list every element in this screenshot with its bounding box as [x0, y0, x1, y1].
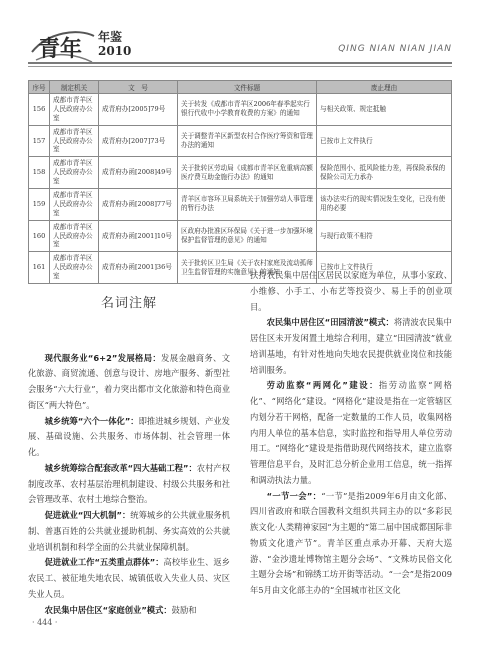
repealed-documents-table	[28, 80, 452, 284]
glossary-paragraph	[250, 489, 452, 599]
glossary-term: 劳动监察“两网化”建设：	[266, 380, 379, 391]
glossary-left-column	[28, 270, 230, 618]
section-title: 名词注解	[100, 296, 157, 311]
table-cell-title: 关于批转区卫生局《关于农村家庭及流动孤师卫生监督管理的实施意见》的通知	[178, 252, 317, 284]
glossary-paragraph	[28, 555, 230, 602]
table-cell-title: 青羊区市容环卫局系统关于加强劳动人事管理的暂行办法	[178, 189, 317, 221]
glossary-definition: 农村产权制度改革、农村基层治理机制建设、村级公共服务和社会管理改革、农村土地综合整治。	[28, 462, 230, 505]
glossary-term: 农民集中居住区“田园清波”模式：	[266, 317, 394, 328]
table-cell-reason: 与相关政策、规定抵触	[317, 94, 452, 126]
header-rule	[28, 62, 452, 64]
table-cell-num: 159	[29, 189, 50, 221]
table-cell-org: 成都市青羊区人民政府办公室	[50, 189, 99, 221]
table-cell-doc: 成青府办函[2001]10号	[99, 220, 178, 252]
glossary-definition: “一节”是指2009年6月由文化部、四川省政府和联合国教科文组织共同主办的以“多彩民族文化·人类精神家园”为主题的“第二届中国成都国际非物质文化遗产节”。青羊区重点承办开幕、天府大巡游、“金沙遗址博物馆主题分会场”、“文殊坊民俗文化主题分会场”和锦绣工坊开街等活动。“一会”是指2009年5月由文化部主办的“全国城市社区文化	[250, 490, 452, 595]
glossary-paragraph	[28, 351, 230, 414]
table-row	[29, 94, 452, 126]
glossary-definition: 指劳动监察“网格化”、“网络化”建设。“网格化”建设是指在一定管辖区内划分若干网格，配备一定数量的工作人员，收集网格内用人单位的基本信息，实时监控和指导用人单位劳动用工。“网络化”建设是指借助现代网络技术，建立监察管理信息平台，及时汇总分析企业用工信息，统一指挥和调动执法力量。	[250, 380, 452, 485]
table-cell-doc: 成青府办函[2008]49号	[99, 157, 178, 189]
table-cell-doc: 成青府办[2005]79号	[99, 94, 178, 126]
table-cell-doc: 成青府办[2007]73号	[99, 125, 178, 157]
table-cell-org: 成都市青羊区人民政府办公室	[50, 220, 99, 252]
table-cell-num: 156	[29, 94, 50, 126]
col-header-doc-number: 文 号	[99, 81, 178, 94]
glossary-definition: 发展金融商务、文化旅游、商贸流通、创意与设计、房地产服务、新型社会服务“六大行业”，着力突出都市文化旅游和特色商业街区“两大特色”。	[28, 352, 230, 410]
running-head: QING NIAN NIAN JIAN	[338, 44, 452, 54]
table-cell-org: 成都市青羊区人民政府办公室	[50, 125, 99, 157]
table-cell-reason: 已按市上文件执行	[317, 252, 452, 284]
col-header-title: 文件标题	[178, 81, 317, 94]
glossary-definition: 统筹城乡的公共就业服务机制、普惠百姓的公共就业援助机制、务实高效的公共就业培训机制和科学全面的公共就业保障机制。	[28, 510, 230, 552]
glossary-term: 现代服务业“6+2”发展格局：	[44, 352, 162, 363]
glossary-definition: 扶持农民集中居住区居民以家庭为单位，从事小家政、小维修、小手工、小布艺等投资少、易上手的创业项目。	[250, 270, 452, 312]
table-header-row	[29, 81, 452, 94]
table-cell-reason: 与现行政策不相符	[317, 220, 452, 252]
glossary-paragraph	[28, 603, 230, 619]
col-header-reason: 废止理由	[317, 81, 452, 94]
table-row	[29, 189, 452, 221]
header-rule-thin	[28, 66, 452, 67]
glossary-right-column	[250, 268, 452, 599]
table-cell-num: 157	[29, 125, 50, 157]
col-header-number: 序号	[29, 81, 50, 94]
glossary-term: 城乡统筹综合配套改革“四大基础工程”：	[44, 462, 197, 473]
table-cell-title: 关于批转区劳动局《成都市青羊区危重病高额医疗费互助金施行办法》的通知	[178, 157, 317, 189]
glossary-definition: 即推进城乡规划、产业发展、基础设施、公共服务、市场体制、社会管理一体化。	[28, 415, 230, 458]
table-cell-reason: 保险范围小、抵风险能力差，再保险承保的保险公司无力承办	[317, 157, 452, 189]
table-cell-doc: 成青府办函[2001]36号	[99, 252, 178, 284]
glossary-term: 城乡统筹“六个一体化”：	[44, 415, 139, 426]
table-cell-org: 成都市青羊区人民政府办公室	[50, 94, 99, 126]
glossary-term: 促进就业工作“五类重点群体”：	[44, 557, 164, 568]
table-cell-doc: 成青府办函[2008]77号	[99, 189, 178, 221]
table-cell-title: 关于转发《成都市青羊区2006年春季起实行银行代收中小学教育收费的方案》的通知	[178, 94, 317, 126]
glossary-paragraph	[28, 508, 230, 555]
page-number: · 444 ·	[32, 618, 58, 627]
glossary-definition: 高校毕业生、返乡农民工、被征地失地农民、城镇低收入失业人员、灾区失业人员。	[28, 557, 230, 599]
logo-year: 2010	[98, 44, 132, 58]
table-cell-title: 区政府办批准区环保局《关于进一步加强环境保护监督管理的意见》的通知	[178, 220, 317, 252]
logo-text: 青年	[38, 36, 83, 62]
glossary-term: 农民集中居住区“家庭创业”模式：	[44, 604, 172, 615]
table-cell-reason: 已按市上文件执行	[317, 125, 452, 157]
table-cell-org: 成都市青羊区人民政府办公室	[50, 157, 99, 189]
glossary-definition: 鼓励和	[171, 604, 197, 615]
table-row	[29, 157, 452, 189]
table-row	[29, 220, 452, 252]
table-cell-num: 161	[29, 252, 50, 284]
glossary-paragraph	[250, 315, 452, 378]
glossary-paragraph	[28, 414, 230, 461]
glossary-paragraph	[250, 378, 452, 488]
col-header-authority: 制定机关	[50, 81, 99, 94]
glossary-paragraph	[250, 268, 452, 315]
glossary-term: “一节一会”：	[266, 490, 322, 501]
glossary-term: 促进就业“四大机制”：	[44, 510, 131, 521]
table-cell-title: 关于调整青羊区新型农村合作医疗筹资和管理办法的通知	[178, 125, 317, 157]
table-cell-reason: 该办法实行的现实情况发生变化，已没有使用的必要	[317, 189, 452, 221]
logo-sub: 年鉴	[98, 30, 123, 44]
table-cell-num: 160	[29, 220, 50, 252]
glossary-paragraph	[28, 461, 230, 508]
table-cell-num: 158	[29, 157, 50, 189]
table-row	[29, 125, 452, 157]
table-cell-org: 成都市青羊区人民政府办公室	[50, 252, 99, 284]
glossary-definition: 将清波农民集中居住区未开发闲置土地综合利用，建立“田园清波”就业培训基地，有针对性地向失地农民提供就业岗位和技能培训服务。	[250, 317, 452, 375]
